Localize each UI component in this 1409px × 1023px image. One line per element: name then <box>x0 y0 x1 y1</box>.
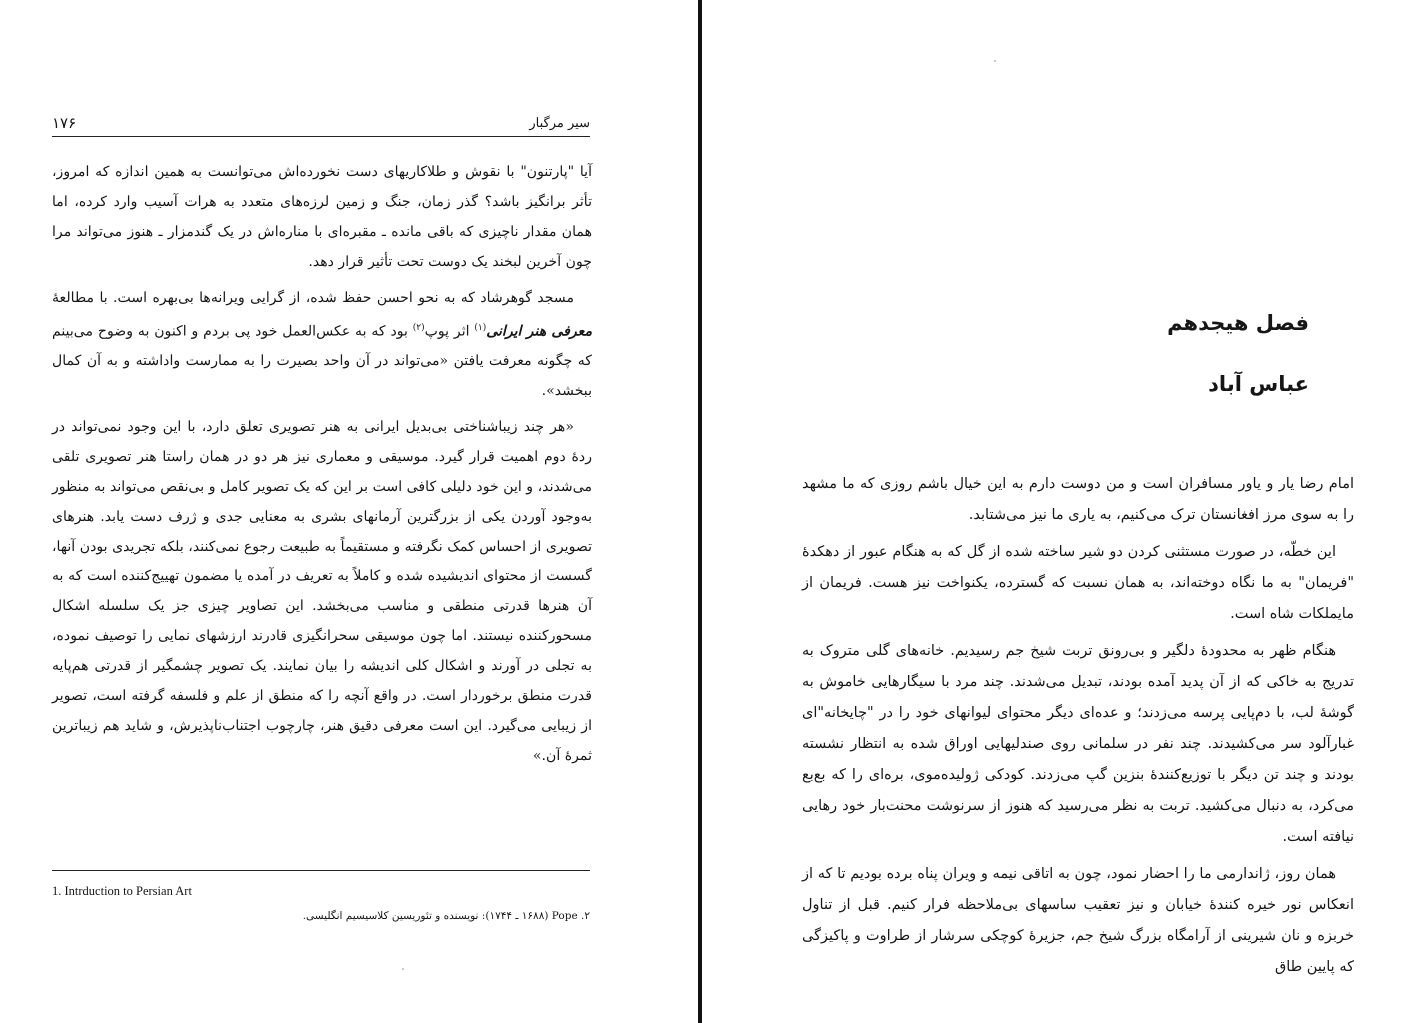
page-number: ۱۷۶ <box>52 114 77 132</box>
paragraph: این خطّه، در صورت مستثنی کردن دو شیر ساخته شده از گل که به هنگام عبور از دهکدهٔ "فریمان" به ما نگاه دوخته‌اند، به همان نسبت که گسترده، یکنواخت نیز هست. فریمان از مایملکات شاه است. <box>802 544 1354 622</box>
paragraph-text: بود که به عکس‌العمل خود پی بردم و اکنون به وضوح می‌بینم که چگونه معرفت یافتن «می‌تواند در آن واحد بصیرت را به ممارست واداشته و به آن کمال ببخشد». <box>52 323 592 400</box>
footnote-mark: (۲) <box>412 322 425 333</box>
paragraph-text: مسجد گوهرشاد که به نحو احسن حفظ شده، از گرایی ویرانه‌ها بی‌بهره است. با مطالعهٔ <box>52 289 574 306</box>
paragraph: امام رضا یار و یاور مسافران است و من دوست دارم به این خیال باشم روزی که ما مشهد را به سوی مرز افغانستان ترک می‌کنیم، به یاری ما نیز می‌شتابد. <box>802 476 1354 523</box>
speck <box>402 968 404 970</box>
quote-paragraph: «هر چند زیباشناختی بی‌بدیل ایرانی به هنر تصویری تعلق دارد، با این وجود نمی‌تواند در ردهٔ دوم اهمیت قرار گیرد. موسیقی و معماری نیز هر دو در همان راستا هنر تصویری تلقی می‌شدند، و این خود دلیلی کافی است بر این که یک تصویر کامل و بی‌نقص می‌تواند به منظور به‌وجود آوردن یکی از بزرگترین آرمانهای بشری به معنایی جدی و ژرف دست یابد. هنرهای تصویری از احساس کمک نگرفته و مستقیماً به طبیعت رجوع نمی‌کنند، بلکه تجریدی بودن آنها، گسست از محتوای اندیشیده شده و کاملاً به تعریف در آمده یا مضمون تهییج‌کننده است که به آن هنرها قدرتی منطقی و مناسب می‌بخشد. این تصاویر چیزی جز یک سلسله اشکال مسحورکننده نیستند. اما چون موسیقی سحرانگیزی قادرند ارزشهای نمایی را توصیف نموده، به تجلی در آورند و اشکال کلی اندیشه را بیان نمایند. یک تصویر چشمگیر از قدرتی هم‌پایه قدرت منطق برخوردار است. در واقع آنچه را که منطق از علم و فلسفه گرفته است، تصویر از زیبایی می‌گیرد. این است معرفی دقیق هنر، چارچوب اجتناب‌ناپذیرش، و شاید هم زیباترین ثمرهٔ آن.» <box>52 418 592 764</box>
chapter-title: فصل هیجدهم <box>1167 311 1309 335</box>
left-body-text <box>52 158 592 778</box>
paragraph <box>52 284 592 407</box>
paragraph-text: اثر پوپ <box>424 323 475 340</box>
speck <box>994 60 996 62</box>
paragraph: هنگام ظهر به محدودهٔ دلگیر و بی‌رونق تربت شیخ جم رسیدیم. خانه‌های گلی متروک به تدریج به خاکی که از آن پدید آمده بودند، تبدیل می‌شدند. چند مرد با سیگارهایی خاموش به گوشهٔ لب، با دم‌پایی پرسه می‌زدند؛ و عده‌ای دیگر محتوای لیوانهای خود را در "چایخانه"ای غبارآلود سر می‌کشیدند. چند نفر در سلمانی روی صندلیهایی اوراق شده به انتظار نشسته بودند و چند تن دیگر با توزیع‌کنندهٔ بنزین گپ می‌زدند. کودکی ژولیده‌موی، بره‌ای را که بع‌بع می‌کرد، به دنبال می‌کشید. تربت به نظر می‌رسید که هنوز از سرنوشت محنت‌بار خود رهایی نیافته است. <box>802 643 1354 845</box>
footnote-2: Pope .۲ (۱۶۸۸ ـ ۱۷۴۴): نویسنده و تئوریسین کلاسیسیم انگلیسی. <box>302 910 590 922</box>
page-gutter-divider <box>698 0 702 1023</box>
running-head <box>52 116 590 137</box>
footnote-1: 1. Intrduction to Persian Art <box>52 884 192 898</box>
footnote-mark: (۱) <box>474 322 487 333</box>
left-page <box>0 0 698 1023</box>
paragraph: همان روز، ژاندارمی ما را احضار نمود، چون به اتاقی نیمه و ویران پناه برده بودیم تا که از انعکاس نور خیره کنندهٔ خیابان و نیز تعقیب ساسهای بی‌ملاحظه فرار کنیم. قبل از تناول خربزه و نان شیرینی از آرامگاه بزرگ شیخ جم، جزیرهٔ کوچکی سرشار از طراوت و پاکیزگی که پایین طاق <box>802 866 1354 975</box>
footnote-rule <box>52 870 590 871</box>
right-page <box>704 0 1409 1023</box>
chapter-subtitle: عباس آباد <box>1208 372 1309 396</box>
right-body-text <box>802 469 1354 989</box>
running-head-title: سیر مرگبار <box>529 116 590 131</box>
book-title: معرفی هنر ایرانی <box>486 323 592 340</box>
paragraph: آیا "پارتنون" با نقوش و طلاکاریهای دست نخورده‌اش می‌توانست به همین اندازه که امروز، تأثر برانگیز باشد؟ گذر زمان، جنگ و زمین لرزه‌های متعدد به هرات آسیب وارد کرده، اما همان مقدار ناچیزی که باقی مانده ـ مقبره‌ای با مناره‌اش در یک گندمزار ـ هنوز می‌تواند مرا چون آخرین لبخند یک دوست تحت تأثیر قرار دهد. <box>52 164 592 270</box>
